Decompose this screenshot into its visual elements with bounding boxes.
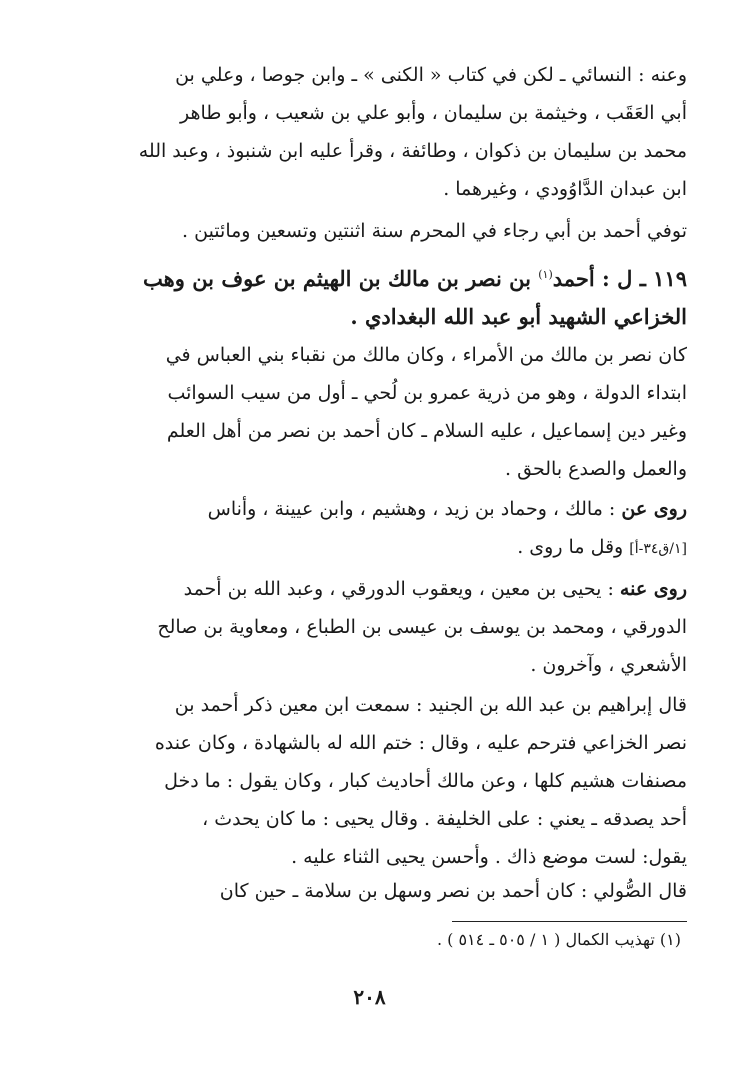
entry-heading-line-1 xyxy=(82,256,687,298)
text-line: كان نصر بن مالك من الأمراء ، وكان مالك من نقباء بني العباس في xyxy=(165,344,687,366)
entry-heading xyxy=(82,256,687,336)
paragraph-narrated-from xyxy=(82,490,687,568)
text-line: وغير دين إسماعيل ، عليه السلام ـ كان أحمد بن نصر من أهل العلم xyxy=(166,420,687,442)
text-line xyxy=(82,490,687,528)
paragraph-biography xyxy=(82,336,687,488)
text-line: الأشعري ، وآخرون . xyxy=(530,654,687,676)
paragraph-death-date xyxy=(82,212,687,250)
text-line: أبي العَقَب ، وخيثمة بن سليمان ، وأبو علي بن شعيب ، وأبو طاهر xyxy=(179,102,687,124)
footnote: (١) تهذيب الكمال ( ١ / ٥٠٥ ـ ٥١٤ ) . xyxy=(436,930,681,949)
text-line: توفي أحمد بن أبي رجاء في المحرم سنة اثنتين وتسعين ومائتين . xyxy=(182,220,687,242)
manuscript-ref: [١/ق٣٤-أ] xyxy=(629,541,687,557)
text-line: وعنه : النسائي ـ لكن في كتاب « الكنى » ـ وابن جوصا ، وعلي بن xyxy=(175,64,687,86)
entry-number: ١١٩ ـ ل : أحمد xyxy=(552,266,687,291)
text-span: وقل ما روى . xyxy=(517,536,630,558)
text-span: : مالك ، وحماد بن زيد ، وهشيم ، وابن عيينة ، وأناس xyxy=(207,498,622,520)
text-line: قال إبراهيم بن عبد الله بن الجنيد : سمعت ابن معين ذكر أحمد بن xyxy=(174,694,687,716)
text-line: نصر الخزاعي فترحم عليه ، وقال : ختم الله له بالشهادة ، وكان عنده xyxy=(154,732,687,754)
paragraph-ibn-junayd-quote xyxy=(82,686,687,876)
text-line: مصنفات هشيم كلها ، وعن مالك أحاديث كبار ، وكان يقول : ما دخل xyxy=(164,770,687,792)
text-line: أحد يصدقه ـ يعني : على الخليفة . وقال يحيى : ما كان يحدث ، xyxy=(202,808,687,830)
text-line: الدورقي ، ومحمد بن يوسف بن عيسى بن الطباع ، ومعاوية بن صالح xyxy=(157,616,687,638)
text-line: ابن عبدان الدَّاوُودي ، وغيرهما . xyxy=(443,178,687,200)
section-label: روى عنه xyxy=(619,578,687,600)
text-line xyxy=(82,528,687,568)
text-span: : يحيى بن معين ، ويعقوب الدورقي ، وعبد الله بن أحمد xyxy=(183,578,620,600)
paragraph-narrators-from-him xyxy=(82,56,687,208)
paragraph-narrated-by xyxy=(82,570,687,684)
text-line xyxy=(82,570,687,608)
text-line: محمد بن سليمان بن ذكوان ، وطائفة ، وقرأ عليه ابن شنبوذ ، وعبد الله xyxy=(138,140,687,162)
text-line: ابتداء الدولة ، وهو من ذرية عمرو بن لُحي ـ أول من سيب السوائب xyxy=(167,382,687,404)
paragraph-suli-quote xyxy=(82,872,687,910)
entry-name: بن نصر بن مالك بن الهيثم بن عوف بن وهب xyxy=(143,266,539,291)
entry-heading-line-2: الخزاعي الشهيد أبو عبد الله البغدادي . xyxy=(350,304,687,329)
footnote-marker: (١) xyxy=(538,268,553,281)
footnote-divider xyxy=(452,921,687,922)
text-line: قال الصُّولي : كان أحمد بن نصر وسهل بن سلامة ـ حين كان xyxy=(219,880,687,902)
section-label: روى عن xyxy=(621,498,687,520)
text-line: والعمل والصدع بالحق . xyxy=(505,458,687,480)
page-number: ٢٠٨ xyxy=(353,985,386,1009)
text-line: يقول: لست موضع ذاك . وأحسن يحيى الثناء عليه . xyxy=(291,846,687,868)
